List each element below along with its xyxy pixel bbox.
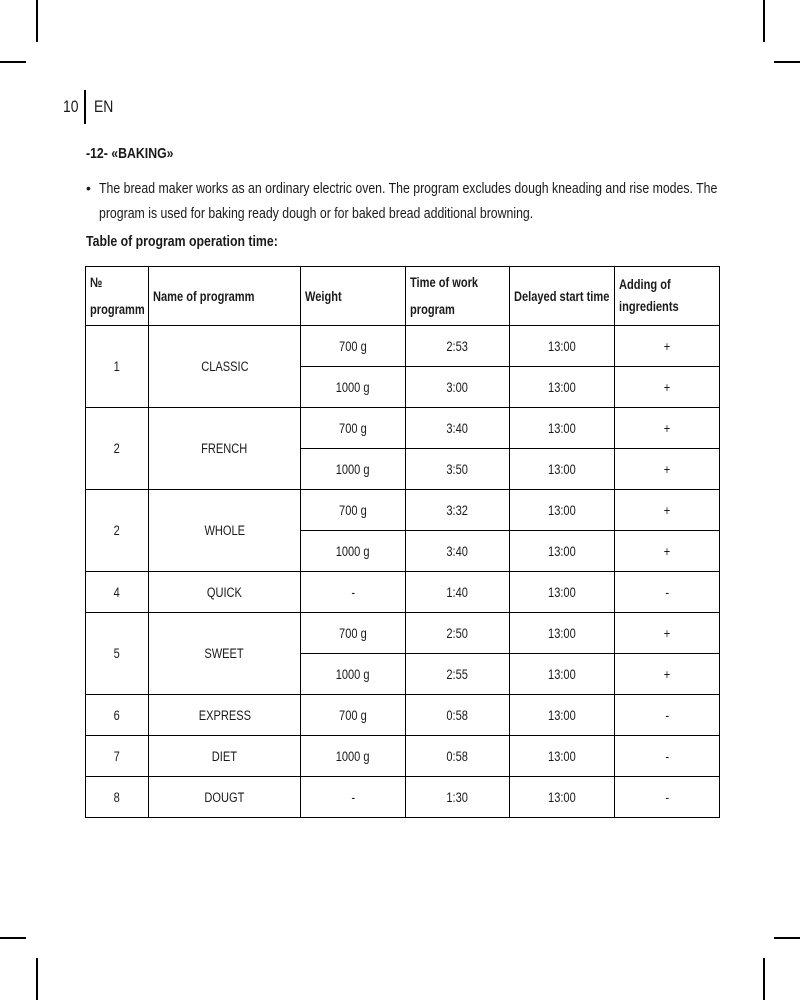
delayed-start-cell: 13:00 xyxy=(510,326,615,367)
weight-cell: 700 g xyxy=(301,490,406,531)
work-time-cell: 3:40 xyxy=(406,408,510,449)
weight-cell: 1000 g xyxy=(301,654,406,695)
weight-cell: 700 g xyxy=(301,695,406,736)
header-work-time-line2: program xyxy=(410,302,455,317)
header-program-number xyxy=(86,267,149,326)
weight-cell: - xyxy=(301,572,406,613)
delayed-start-cell: 13:00 xyxy=(510,408,615,449)
table-caption: Table of program operation time: xyxy=(86,233,278,250)
work-time-cell: 0:58 xyxy=(406,736,510,777)
work-time-cell: 2:55 xyxy=(406,654,510,695)
work-time-cell: 3:32 xyxy=(406,490,510,531)
header-weight: Weight xyxy=(301,267,406,326)
adding-cell: + xyxy=(615,367,720,408)
bullet-icon: • xyxy=(86,180,91,196)
program-number-cell: 5 xyxy=(86,613,149,695)
weight-cell: 700 g xyxy=(301,326,406,367)
section-title: -12- «BAKING» xyxy=(86,145,174,162)
program-number-cell: 2 xyxy=(86,408,149,490)
work-time-cell: 2:53 xyxy=(406,326,510,367)
program-name-cell: EXPRESS xyxy=(149,695,301,736)
page-number: 10 xyxy=(63,97,79,116)
program-number-cell: 1 xyxy=(86,326,149,408)
adding-cell: - xyxy=(615,572,720,613)
program-number-cell: 4 xyxy=(86,572,149,613)
table-row xyxy=(86,326,720,367)
crop-mark xyxy=(763,0,765,42)
crop-mark xyxy=(774,937,800,939)
header-adding-ingredients xyxy=(615,267,720,326)
program-name-cell: DIET xyxy=(149,736,301,777)
adding-cell: + xyxy=(615,531,720,572)
table-row xyxy=(86,777,720,818)
program-name-cell: QUICK xyxy=(149,572,301,613)
weight-cell: 1000 g xyxy=(301,736,406,777)
work-time-cell: 1:40 xyxy=(406,572,510,613)
adding-cell: + xyxy=(615,326,720,367)
page-header xyxy=(63,90,118,124)
delayed-start-cell: 13:00 xyxy=(510,654,615,695)
header-program-name: Name of programm xyxy=(149,267,301,326)
crop-mark xyxy=(0,937,26,939)
crop-mark xyxy=(0,61,26,63)
adding-cell: - xyxy=(615,736,720,777)
delayed-start-cell: 13:00 xyxy=(510,736,615,777)
adding-cell: + xyxy=(615,449,720,490)
delayed-start-cell: 13:00 xyxy=(510,531,615,572)
delayed-start-cell: 13:00 xyxy=(510,613,615,654)
header-work-time-line1: Time of work xyxy=(410,275,479,290)
delayed-start-cell: 13:00 xyxy=(510,490,615,531)
program-name-cell: WHOLE xyxy=(149,490,301,572)
adding-cell: + xyxy=(615,408,720,449)
description-line-1: The bread maker works as an ordinary electric oven. The program excludes dough kneading and rise modes. The xyxy=(99,180,718,197)
weight-cell: 700 g xyxy=(301,408,406,449)
weight-cell: 700 g xyxy=(301,613,406,654)
header-work-time xyxy=(406,267,510,326)
work-time-cell: 1:30 xyxy=(406,777,510,818)
header-number-word: programm xyxy=(90,302,145,317)
table-row xyxy=(86,613,720,654)
adding-cell: + xyxy=(615,613,720,654)
program-number-cell: 8 xyxy=(86,777,149,818)
adding-cell: + xyxy=(615,654,720,695)
table-header-row xyxy=(86,267,720,326)
header-number-symbol: № xyxy=(90,275,103,290)
table-row xyxy=(86,408,720,449)
header-adding-line1: Adding of xyxy=(619,277,671,292)
description-line-2: program is used for baking ready dough or for baked bread additional browning. xyxy=(99,205,534,222)
work-time-cell: 0:58 xyxy=(406,695,510,736)
adding-cell: - xyxy=(615,777,720,818)
weight-cell: 1000 g xyxy=(301,367,406,408)
crop-mark xyxy=(774,61,800,63)
work-time-cell: 3:40 xyxy=(406,531,510,572)
program-time-table xyxy=(85,266,720,818)
program-name-cell: FRENCH xyxy=(149,408,301,490)
program-number-cell: 7 xyxy=(86,736,149,777)
adding-cell: + xyxy=(615,490,720,531)
work-time-cell: 3:50 xyxy=(406,449,510,490)
weight-cell: 1000 g xyxy=(301,531,406,572)
delayed-start-cell: 13:00 xyxy=(510,777,615,818)
program-name-cell: CLASSIC xyxy=(149,326,301,408)
table-row xyxy=(86,572,720,613)
header-adding-line2: ingredients xyxy=(619,299,679,314)
crop-mark xyxy=(763,958,765,1000)
delayed-start-cell: 13:00 xyxy=(510,449,615,490)
delayed-start-cell: 13:00 xyxy=(510,367,615,408)
adding-cell: - xyxy=(615,695,720,736)
delayed-start-cell: 13:00 xyxy=(510,572,615,613)
work-time-cell: 2:50 xyxy=(406,613,510,654)
header-divider xyxy=(84,90,86,124)
language-code: EN xyxy=(93,97,114,116)
weight-cell: 1000 g xyxy=(301,449,406,490)
program-name-cell: SWEET xyxy=(149,613,301,695)
weight-cell: - xyxy=(301,777,406,818)
table-row xyxy=(86,695,720,736)
work-time-cell: 3:00 xyxy=(406,367,510,408)
header-delayed-start: Delayed start time xyxy=(510,267,615,326)
table-row xyxy=(86,490,720,531)
delayed-start-cell: 13:00 xyxy=(510,695,615,736)
program-number-cell: 2 xyxy=(86,490,149,572)
program-name-cell: DOUGT xyxy=(149,777,301,818)
crop-mark xyxy=(36,0,38,42)
table-row xyxy=(86,736,720,777)
program-number-cell: 6 xyxy=(86,695,149,736)
crop-mark xyxy=(36,958,38,1000)
